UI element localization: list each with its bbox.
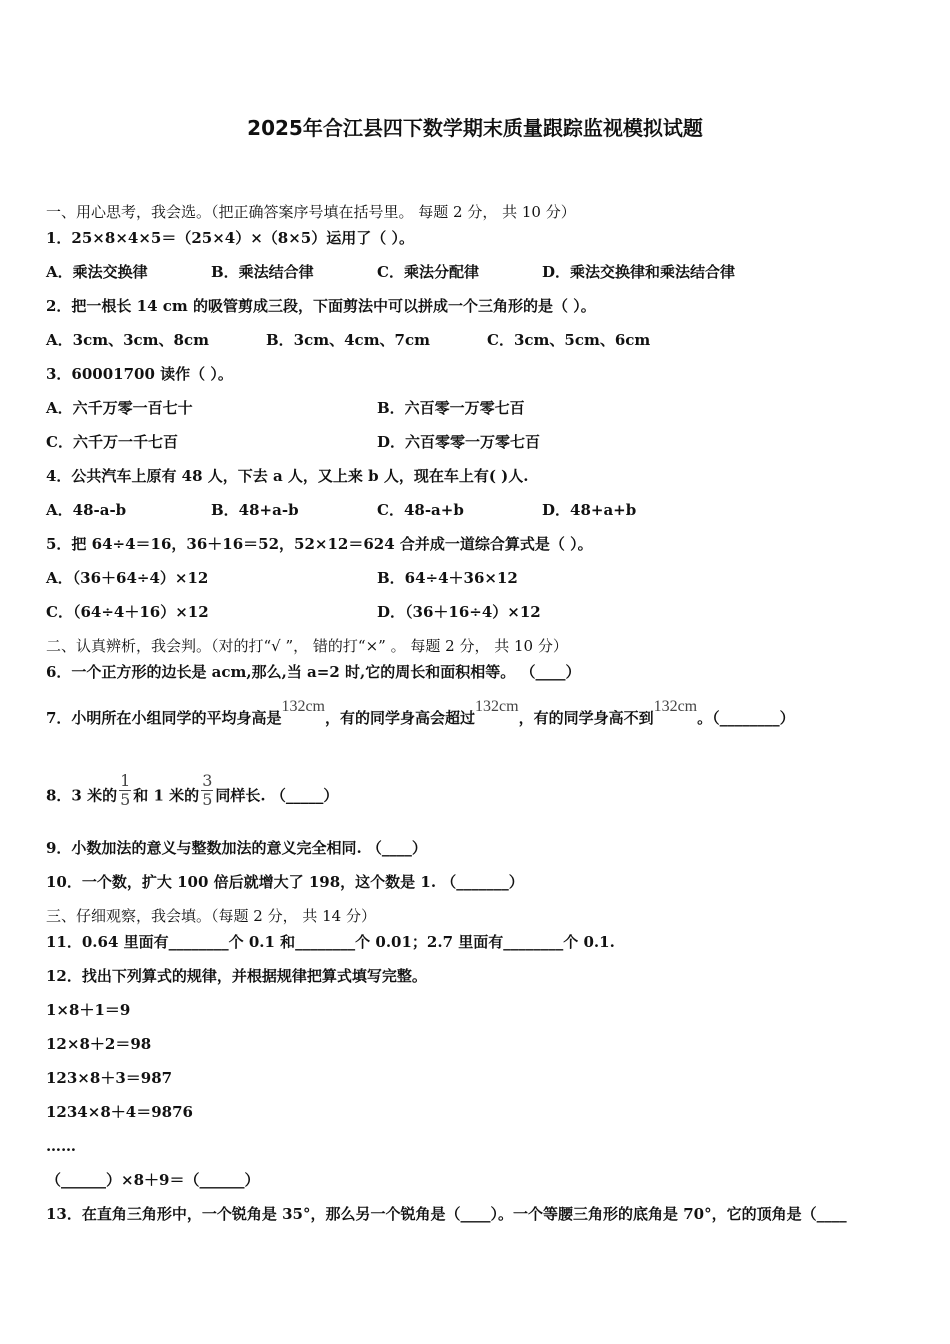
question-9: 9．小数加法的意义与整数加法的意义完全相同. （____） <box>46 839 427 857</box>
question-5: 5．把 64÷4＝16，36＋16＝52，52×12＝624 合并成一道综合算式是（ ）。 <box>46 535 593 553</box>
question-10: 10．一个数，扩大 100 倍后就增大了 198，这个数是 1. （_______） <box>46 873 524 891</box>
q1-option-c: C．乘法分配律 <box>377 263 479 281</box>
q3-option-a: A．六千万零一百七十 <box>46 399 193 417</box>
q2-option-a: A．3cm、3cm、8cm <box>46 331 209 349</box>
fraction-denominator: 5 <box>202 790 213 809</box>
q4-option-a: A．48-a-b <box>46 501 127 519</box>
q7-text-3: ，有的同学身高不到 <box>518 709 654 727</box>
q7-height-1: 132cm <box>281 698 325 715</box>
fraction-three-fifths <box>201 772 213 809</box>
question-2: 2．把一根长 14 cm 的吸管剪成三段，下面剪法中可以拼成一个三角形的是（ ）。 <box>46 297 596 315</box>
fraction-numerator: 3 <box>202 771 213 790</box>
q5-option-c: C．（64÷4＋16）×12 <box>46 603 209 621</box>
page-title: 2025年合江县四下数学期末质量跟踪监视模拟试题 <box>247 116 703 140</box>
q3-option-c: C．六千万一千七百 <box>46 433 178 451</box>
q5-option-a: A．（36＋64÷4）×12 <box>46 569 209 587</box>
q7-height-3: 132cm <box>653 698 698 715</box>
q8-text-3: 同样长. （_____） <box>215 786 339 805</box>
q12-equation-2: 12×8＋2＝98 <box>46 1035 152 1053</box>
q3-option-b: B．六百零一万零七百 <box>377 399 525 417</box>
q1-option-d: D．乘法交换律和乘法结合律 <box>542 263 736 281</box>
section-1-heading: 一、用心思考，我会选。（把正确答案序号填在括号里。 每题 2 分， 共 10 分） <box>46 203 576 221</box>
q3-option-d: D．六百零零一万零七百 <box>377 433 541 451</box>
q7-text-2: ，有的同学身高会超过 <box>325 709 476 727</box>
fraction-numerator: 1 <box>120 771 131 790</box>
q2-option-b: B．3cm、4cm、7cm <box>266 331 431 349</box>
q1-option-b: B．乘法结合律 <box>211 263 314 281</box>
section-2-heading: 二、认真辨析，我会判。（对的打“√ ”， 错的打“×” 。 每题 2 分， 共 10 分） <box>46 637 568 655</box>
q12-equation-blank: （______）×8＋9＝（______） <box>46 1171 260 1189</box>
q7-text-1: 7．小明所在小组同学的平均身高是 <box>46 709 282 727</box>
question-12: 12．找出下列算式的规律，并根据规律把算式填写完整。 <box>46 967 427 985</box>
q4-option-d: D．48+a+b <box>542 501 637 519</box>
q1-option-a: A．乘法交换律 <box>46 263 148 281</box>
question-11: 11．0.64 里面有________个 0.1 和________个 0.01；2.7 里面有________个 0.1. <box>46 933 615 951</box>
fraction-denominator: 5 <box>120 790 131 809</box>
q5-option-d: D．（36＋16÷4）×12 <box>377 603 541 621</box>
q12-equation-1: 1×8＋1＝9 <box>46 1001 131 1019</box>
question-13: 13．在直角三角形中，一个锐角是 35°，那么另一个锐角是（____）。一个等腰三角形的底角是 70°，它的顶角是（____ <box>46 1205 847 1223</box>
question-6: 6．一个正方形的边长是 acm,那么,当 a=2 时,它的周长和面积相等。 （____） <box>46 663 581 681</box>
question-8 <box>46 771 339 815</box>
fraction-one-fifth <box>119 772 131 809</box>
q4-option-c: C．48-a+b <box>377 501 464 519</box>
q8-text-2: 和 1 米的 <box>133 786 200 805</box>
q2-option-c: C．3cm、5cm、6cm <box>487 331 651 349</box>
question-4: 4．公共汽车上原有 48 人，下去 a 人，又上来 b 人，现在车上有( )人. <box>46 467 529 485</box>
q5-option-b: B．64÷4＋36×12 <box>377 569 518 587</box>
q12-equation-3: 123×8＋3＝987 <box>46 1069 173 1087</box>
q4-option-b: B．48+a-b <box>211 501 299 519</box>
q8-text-1: 8．3 米的 <box>46 786 118 805</box>
q12-ellipsis: …… <box>46 1137 76 1155</box>
q7-text-4: 。（________） <box>697 709 795 727</box>
question-7 <box>46 698 795 729</box>
q12-equation-4: 1234×8＋4＝9876 <box>46 1103 193 1121</box>
question-3: 3．60001700 读作（ ）。 <box>46 365 233 383</box>
section-3-heading: 三、仔细观察，我会填。（每题 2 分， 共 14 分） <box>46 907 376 925</box>
question-1: 1．25×8×4×5＝（25×4）×（8×5）运用了（ ）。 <box>46 229 414 247</box>
q7-height-2: 132cm <box>475 698 519 715</box>
